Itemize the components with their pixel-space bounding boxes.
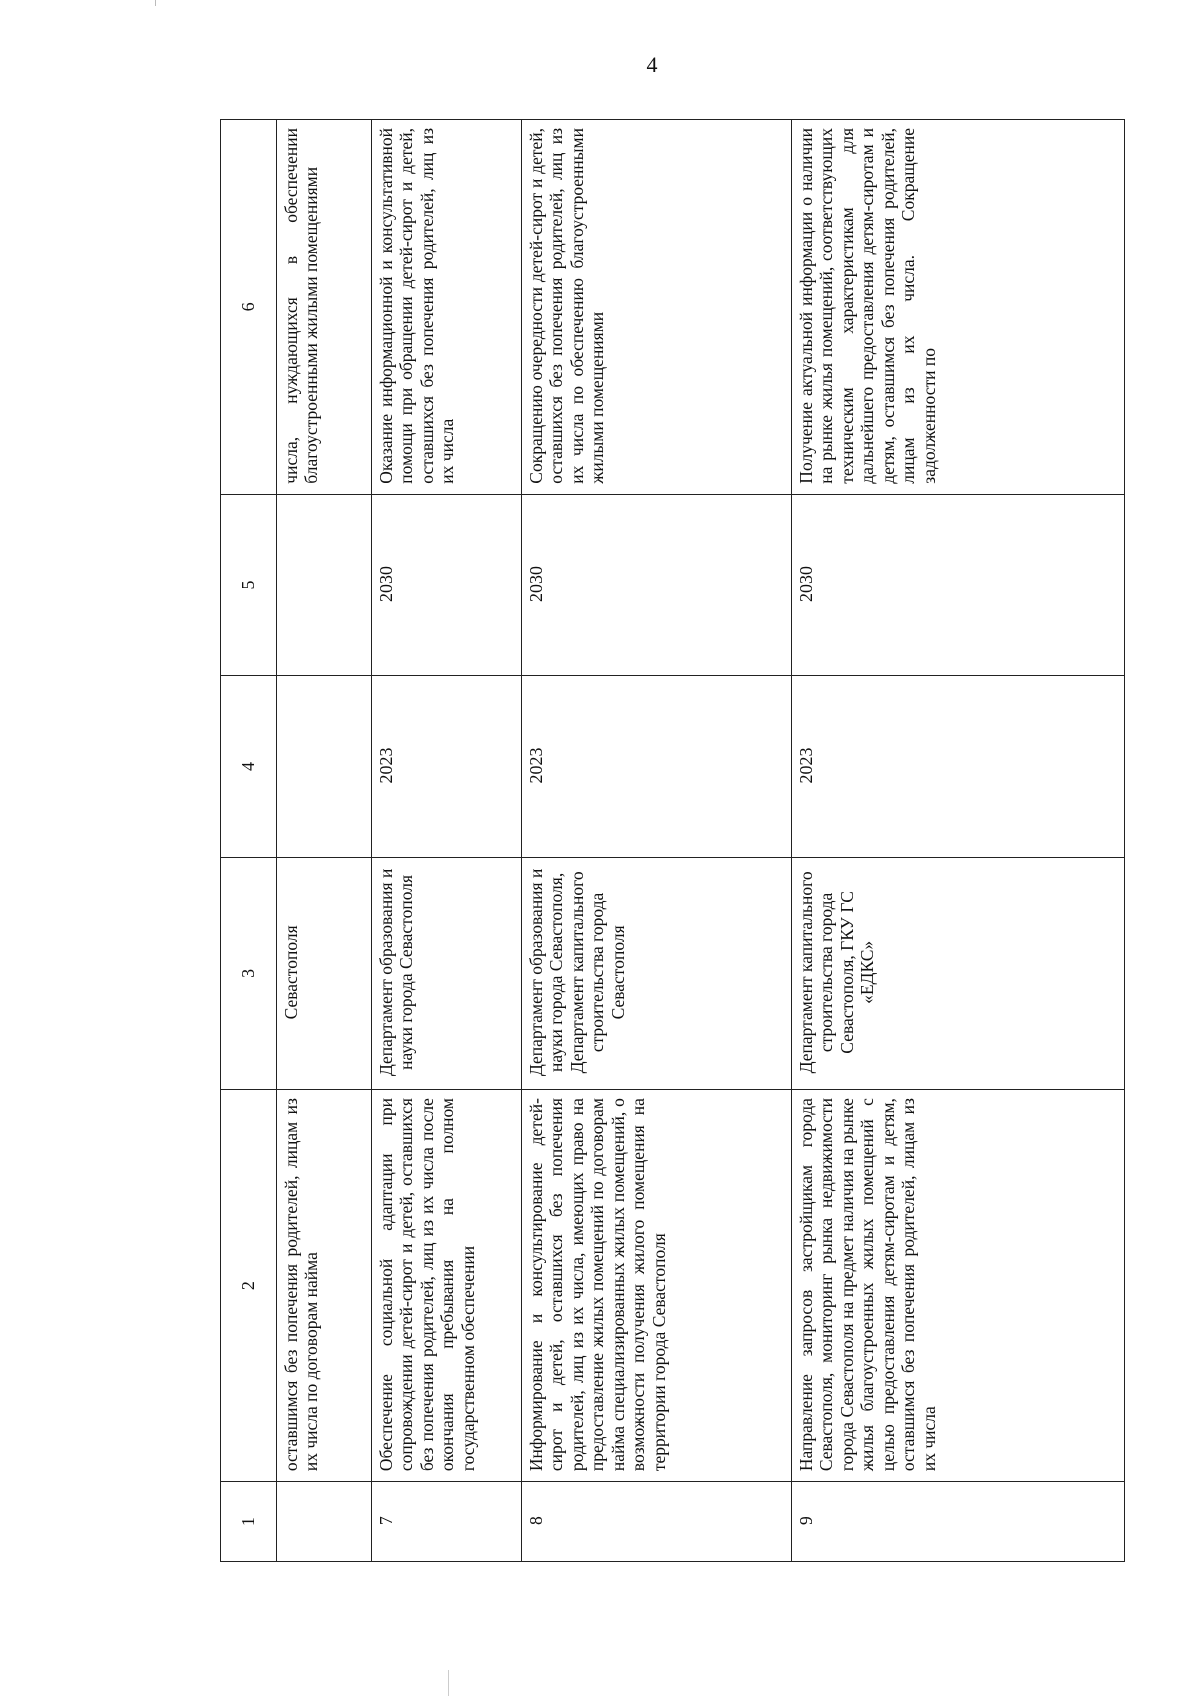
scan-mark-bottom [448, 1670, 449, 1696]
result-cell: числа, нуждающихся в обеспечении благоустроенными жилыми помещениями [277, 120, 372, 495]
page-number: 4 [646, 52, 658, 77]
end-year-cell: 2030 [522, 494, 792, 676]
row-number: 8 [522, 1482, 792, 1562]
table-row [277, 120, 372, 1562]
end-year-cell [277, 494, 372, 676]
header-col-6: 6 [221, 120, 277, 495]
start-year-cell [277, 676, 372, 858]
header-row [221, 120, 277, 1562]
row-number: 7 [372, 1482, 522, 1562]
result-cell: Оказание информационной и консультативной помощи при обращении детей-сирот и детей, оставшихся без попечения родителей, лиц из их числа [372, 120, 522, 495]
row-number [277, 1482, 372, 1562]
start-year-cell: 2023 [792, 676, 1125, 858]
table-row [792, 120, 1125, 1562]
measure-cell: Обеспечение социальной адаптации при сопровождении детей-сирот и детей, оставшихся без попечения родителей, лиц из их числа после окончания пребывания на полном государственном обеспечении [372, 1090, 522, 1482]
executor-cell: Севастополя [277, 857, 372, 1089]
executor-cell: Департамент капитального строительства города Севастополя, ГКУ ГС «ЕДКС» [792, 857, 1125, 1089]
table-row [522, 120, 792, 1562]
start-year-cell: 2023 [372, 676, 522, 858]
result-cell: Сокращению очередности детей-сирот и детей, оставшихся без попечения родителей, лиц из их числа по обеспечению благоустроенными жилыми помещениями [522, 120, 792, 495]
header-col-2: 2 [221, 1090, 277, 1482]
table-row [372, 120, 522, 1562]
scan-mark-top [155, 0, 156, 6]
end-year-cell: 2030 [372, 494, 522, 676]
measure-cell: Направление запросов застройщикам города Севастополя, мониторинг рынка недвижимости города Севастополя на предмет наличия на рынке жилья благоустроенных жилых помещений с целью предоставления детям-сиротам и детям, оставшимся без попечения родителей, лицам из их числа [792, 1090, 1125, 1482]
rotated-table-container [220, 119, 1124, 1562]
result-cell: Получение актуальной информации о наличии на рынке жилья помещений, соответствующих техническим характеристикам для дальнейшего предоставления детям-сиротам и детям, оставшимся без попечения родителей, лицам из их числа. Сокращение задолженности по [792, 120, 1125, 495]
measure-cell: оставшимся без попечения родителей, лицам из их числа по договорам найма [277, 1090, 372, 1482]
end-year-cell: 2030 [792, 494, 1125, 676]
start-year-cell: 2023 [522, 676, 792, 858]
row-number: 9 [792, 1482, 1125, 1562]
executor-cell: Департамент образования и науки города Севастополя [372, 857, 522, 1089]
executor-cell: Департамент образования и науки города Севастополя, Департамент капитального строительства города Севастополя [522, 857, 792, 1089]
measure-cell: Информирование и консультирование детей-сирот и детей, оставшихся без попечения родителей, лиц из их числа, имеющих право на предоставление жилых помещений по договорам найма специализированных жилых помещений, о возможности получения жилого помещения на территории города Севастополя [522, 1090, 792, 1482]
header-col-3: 3 [221, 857, 277, 1089]
measures-table [220, 119, 1125, 1562]
header-col-4: 4 [221, 676, 277, 858]
header-col-1: 1 [221, 1482, 277, 1562]
header-col-5: 5 [221, 494, 277, 676]
